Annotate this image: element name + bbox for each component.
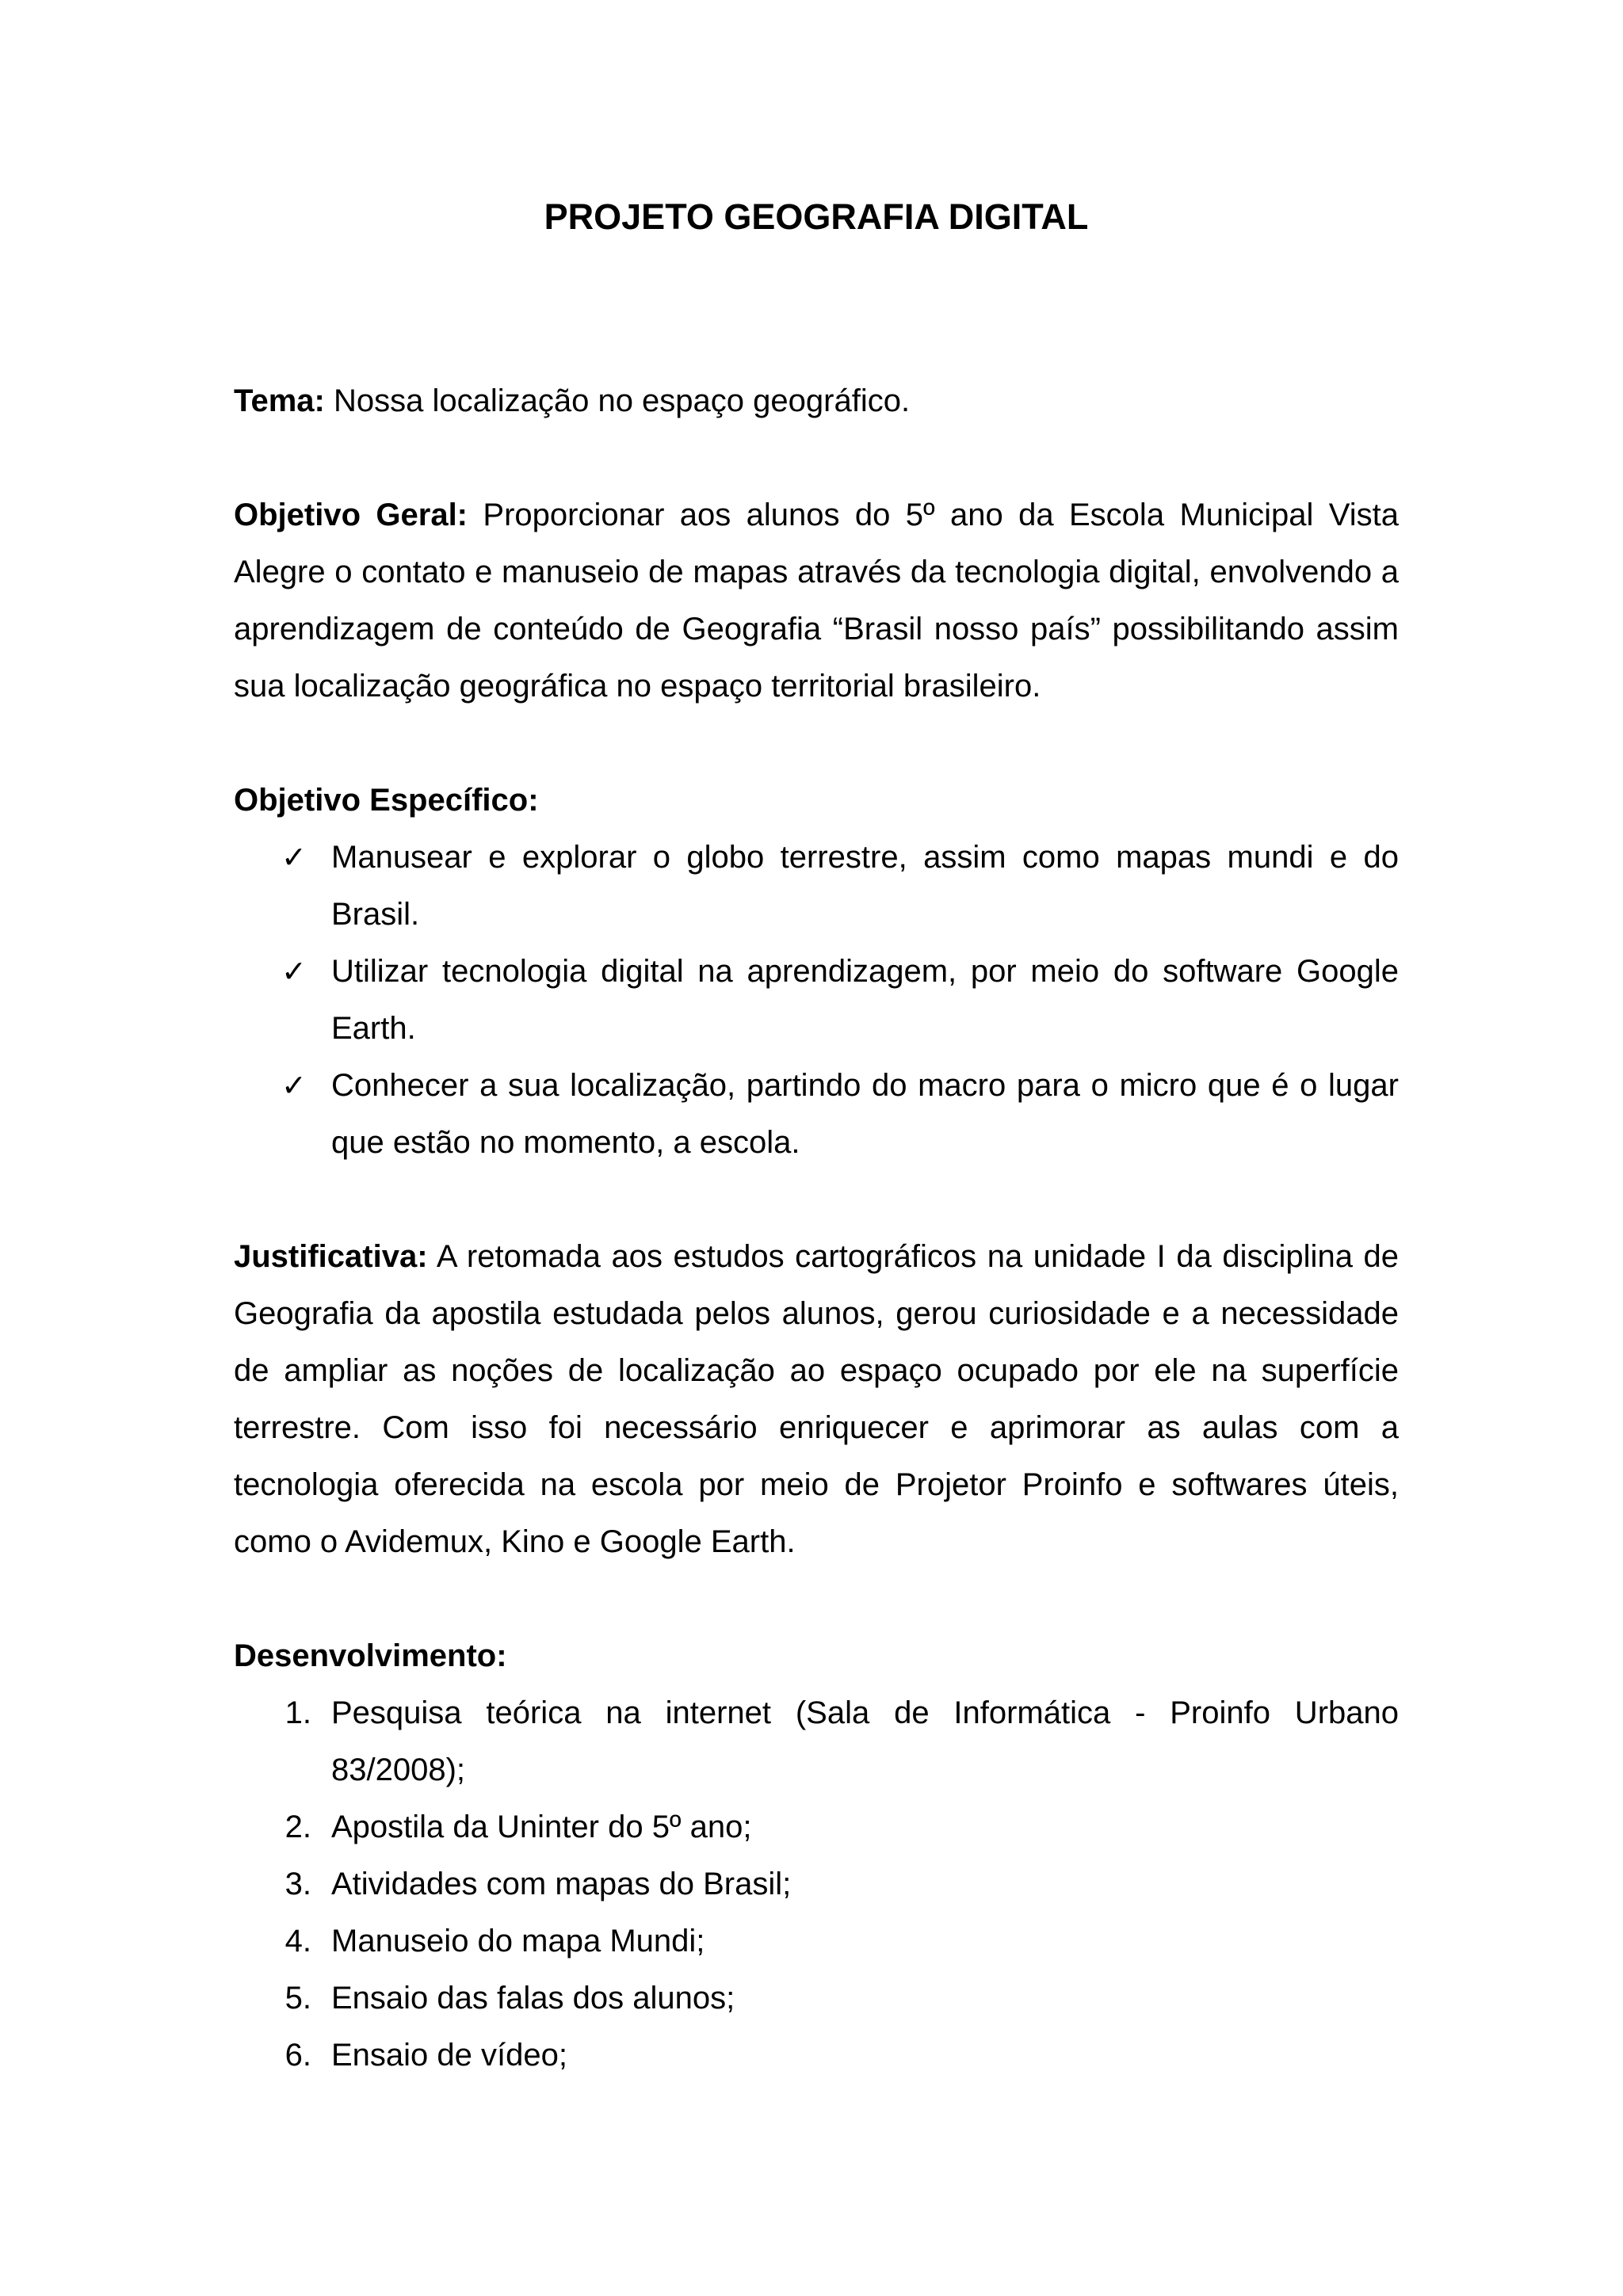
list-number: 5. [285,1981,311,2016]
list-item: 2. Apostila da Uninter do 5º ano; [234,1798,1399,1855]
objetivo-especifico-list [234,829,1399,1171]
checkmark-icon: ✓ [281,1068,307,1103]
justificativa-text: A retomada aos estudos cartográficos na unidade I da disciplina de Geografia da apostila estudada pelos alunos, gerou curiosidade e a necessidade de ampliar as noções de localização ao espaço ocupado por ele na superfície terrestre. Com isso foi necessário enriquecer e aprimorar as aulas com a tecnologia oferecida na escola por meio de Projetor Proinfo e softwares úteis, como o Avidemux, Kino e Google Earth. [234,1239,1399,1559]
objetivo-geral-text: Proporcionar aos alunos do 5º ano da Escola Municipal Vista Alegre o contato e manuseio de mapas através da tecnologia digital, envolvendo a aprendizagem de conteúdo de Geografia “Brasil nosso país” possibilitando assim sua localização geográfica no espaço territorial brasileiro. [234,498,1399,704]
desenvolvimento-list [234,1684,1399,2084]
tema-text: Nossa localização no espaço geográfico. [324,383,911,418]
objetivo-geral-label: Objetivo Geral: [234,498,468,532]
list-item: 6. Ensaio de vídeo; [234,2027,1399,2084]
objetivo-geral-paragraph [234,486,1399,715]
desenvolvimento-heading: Desenvolvimento: [234,1638,507,1673]
list-item: 4. Manuseio do mapa Mundi; [234,1913,1399,1970]
list-item: 3. Atividades com mapas do Brasil; [234,1855,1399,1913]
checkmark-icon: ✓ [281,840,307,875]
list-item: ✓ Conhecer a sua localização, partindo do macro para o micro que é o lugar que estão no momento, a escola. [234,1057,1399,1171]
justificativa-label: Justificativa: [234,1239,428,1274]
tema-paragraph [234,372,1399,429]
list-item: ✓ Manusear e explorar o globo terrestre, assim como mapas mundi e do Brasil. [234,829,1399,943]
checkmark-icon: ✓ [281,954,307,989]
list-item: ✓ Utilizar tecnologia digital na aprendizagem, por meio do software Google Earth. [234,943,1399,1057]
list-item: 1. Pesquisa teórica na internet (Sala de Informática - Proinfo Urbano 83/2008); [234,1684,1399,1798]
list-number: 6. [285,2038,311,2073]
list-number: 3. [285,1867,311,1901]
list-number: 2. [285,1810,311,1844]
list-number: 1. [285,1695,311,1730]
tema-label: Tema: [234,383,325,418]
list-number: 4. [285,1924,311,1958]
page-title: PROJETO GEOGRAFIA DIGITAL [544,196,1089,237]
document-body [234,372,1399,2084]
objetivo-especifico-heading: Objetivo Específico: [234,783,539,818]
list-item: 5. Ensaio das falas dos alunos; [234,1970,1399,2027]
justificativa-paragraph [234,1228,1399,1570]
